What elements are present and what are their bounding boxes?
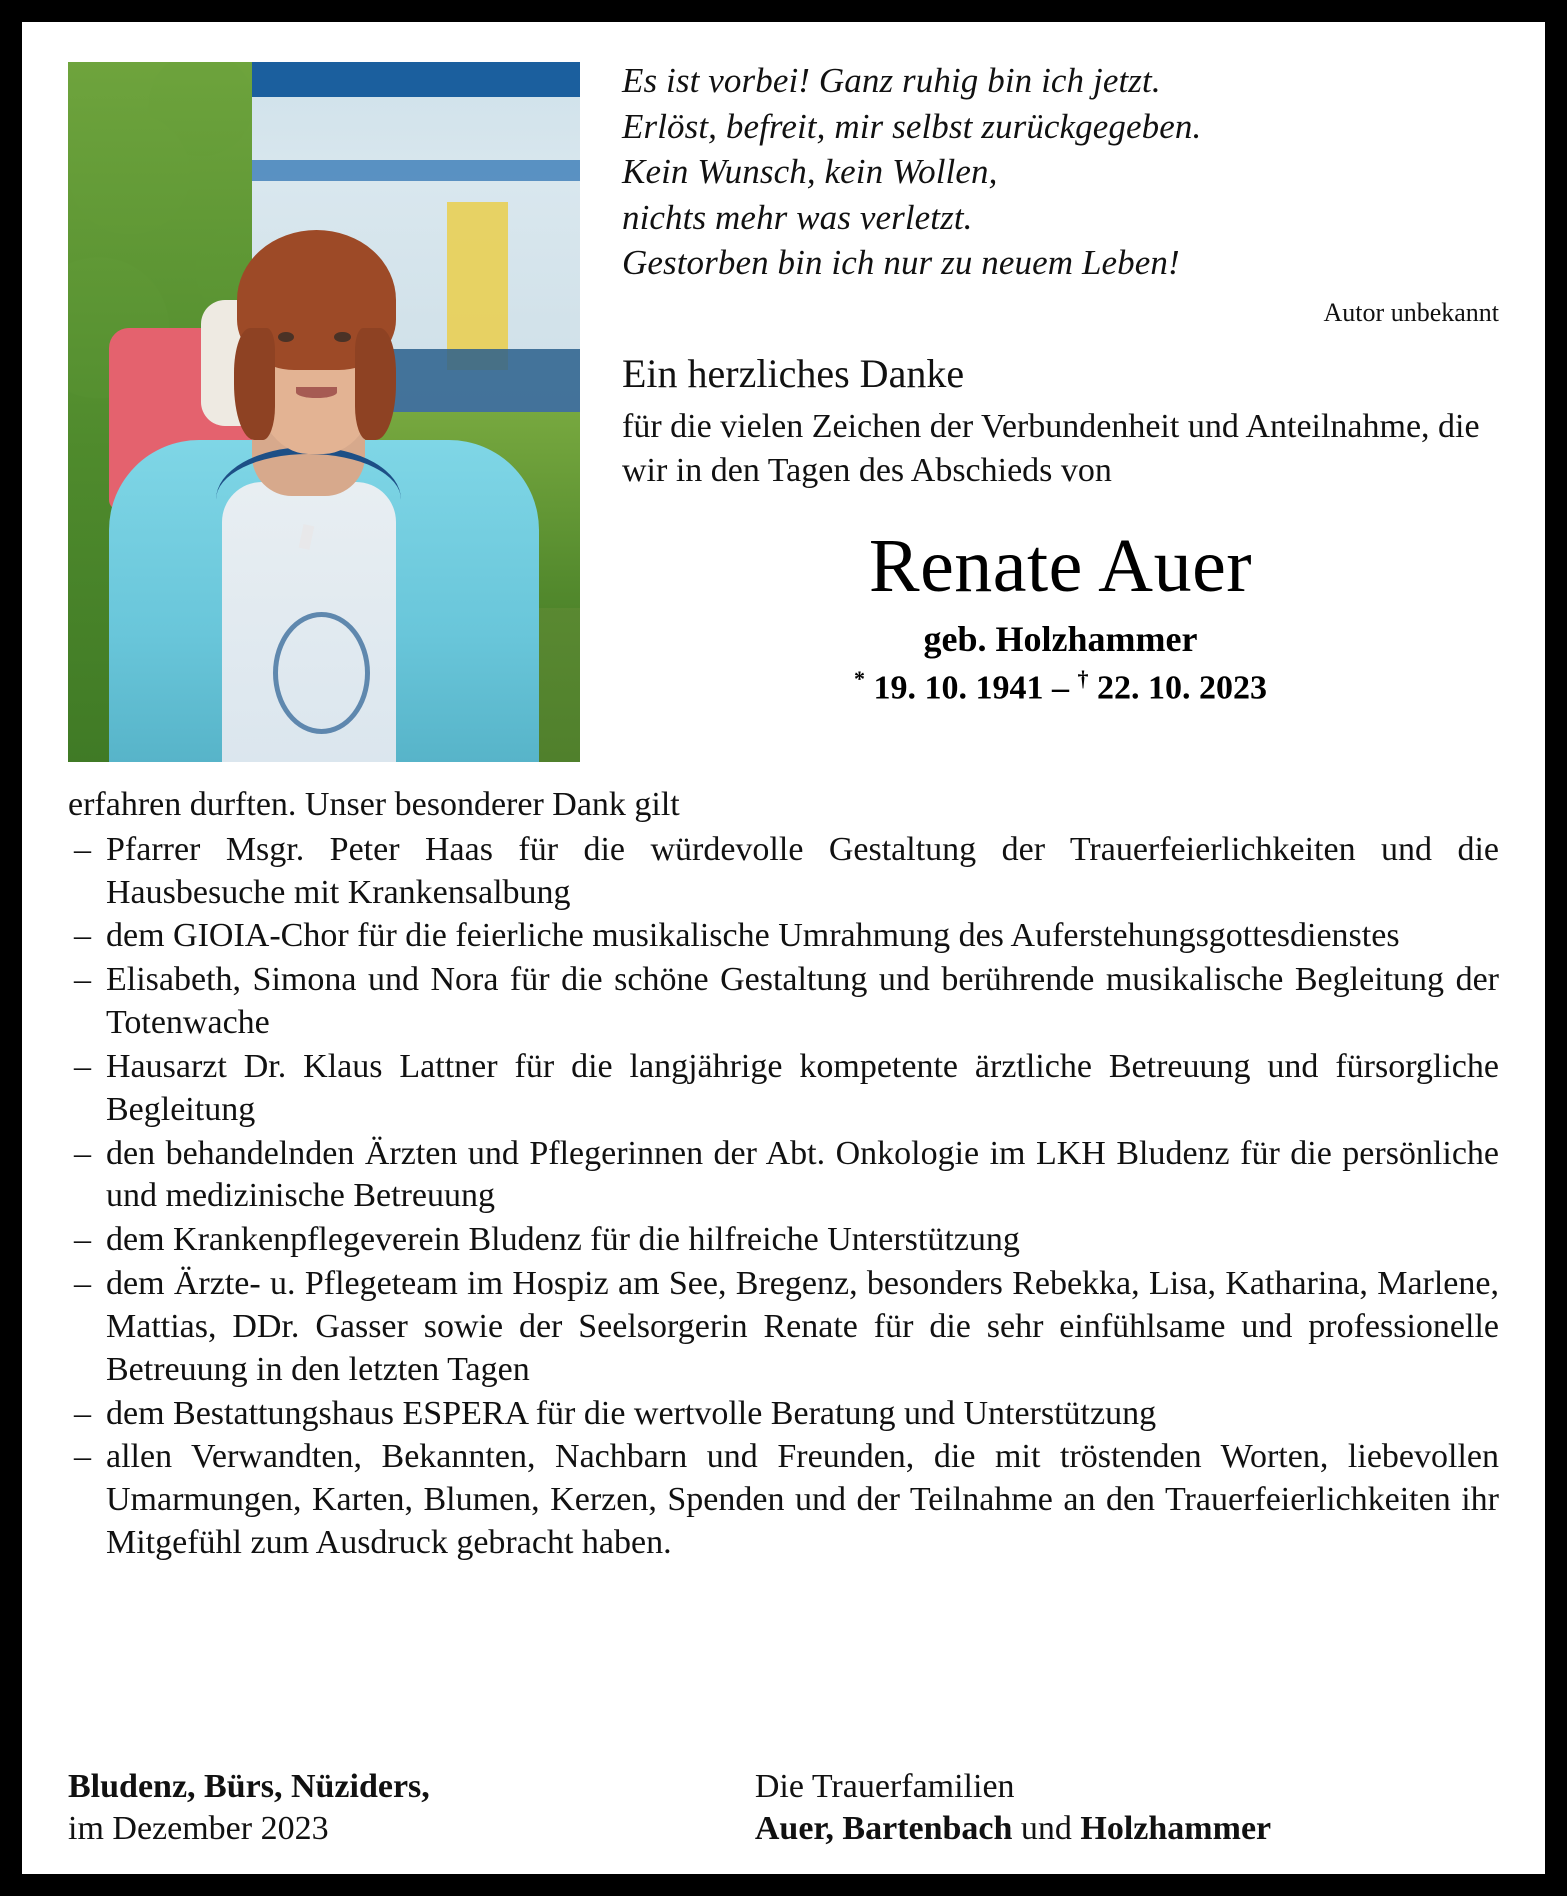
poem-line-3: Kein Wunsch, kein Wollen, <box>622 152 998 191</box>
photo-person-mouth <box>296 387 337 398</box>
footer-right <box>755 1768 1499 1848</box>
poem-line-2: Erlöst, befreit, mir selbst zurückgegeben. <box>622 106 1202 146</box>
poem-line-4: nichts mehr was verletzt. <box>622 197 973 237</box>
list-item <box>68 915 1499 958</box>
footer-family-names-1: Auer, Bartenbach <box>754 1810 1013 1847</box>
footer-places: Bludenz, Bürs, Nüziders, <box>68 1768 430 1805</box>
list-item <box>68 1436 1499 1564</box>
birth-date: 19. 10. 1941 <box>873 669 1044 707</box>
poem <box>622 58 1499 286</box>
obituary-card <box>22 22 1545 1874</box>
list-item-text: den behandelnden Ärzten und Pflegerinnen der Abt. Onkologie im LKH Bludenz für die persönliche und medizinische Betreuung <box>106 1134 1499 1215</box>
list-item <box>68 1263 1499 1391</box>
death-symbol: † <box>1077 665 1089 691</box>
photo-person-eye-right <box>334 332 350 343</box>
photo-house-trim <box>252 62 580 97</box>
list-bullet: – <box>74 917 91 955</box>
deceased-name: Renate Auer <box>868 523 1253 608</box>
thanks-body: für die vielen Zeichen der Verbundenheit und Anteilnahme, die wir in den Tagen des Abschieds von <box>622 407 1480 489</box>
portrait-photo-container <box>68 56 580 762</box>
list-item-text: Elisabeth, Simona und Nora für die schöne Gestaltung und berührende musikalische Begleitung der Totenwache <box>106 961 1499 1042</box>
photo-person-hair-right <box>355 328 396 440</box>
list-bullet: – <box>74 961 91 999</box>
list-item <box>68 1046 1499 1132</box>
header-section <box>68 56 1499 762</box>
list-item-text: Pfarrer Msgr. Peter Haas für die würdevolle Gestaltung der Trauerfeierlichkeiten und die Hausbesuche mit Krankensalbung <box>106 830 1499 911</box>
list-item-text: allen Verwandten, Bekannten, Nachbarn und Freunden, die mit tröstenden Worten, liebevollen Umarmungen, Karten, Blumen, Kerzen, Spenden und der Teilnahme an den Trauerfeierlichkeiten ihr Mitgefühl zum Ausdruck gebracht haben. <box>106 1438 1499 1562</box>
photo-yellow-panel <box>447 202 508 370</box>
death-date: 22. 10. 2023 <box>1097 669 1267 707</box>
photo-person-hair-left <box>234 328 275 440</box>
poem-author: Autor unbekannt <box>1323 297 1499 327</box>
footer-families <box>755 1810 1499 1848</box>
list-item <box>68 1219 1499 1262</box>
deceased-maiden-name: geb. Holzhammer <box>923 618 1198 659</box>
footer-families-label: Die Trauerfamilien <box>754 1768 1015 1805</box>
thanks-intro: erfahren durften. Unser besonderer Dank gilt <box>68 786 680 823</box>
list-item-text: dem Krankenpflegeverein Bludenz für die hilfreiche Unterstützung <box>106 1221 1020 1259</box>
poem-line-1: Es ist vorbei! Ganz ruhig bin ich jetzt. <box>622 61 1161 100</box>
thanks-details-section <box>68 784 1499 1566</box>
list-item-text: dem Bestattungshaus ESPERA für die wertvolle Beratung und Unterstützung <box>106 1394 1157 1432</box>
birth-symbol: * <box>854 665 865 691</box>
list-item-text: dem Ärzte- u. Pflegeteam im Hospiz am See, Bregenz, besonders Rebekka, Lisa, Katharina, Marlene, Mattias, DDr. Gasser sowie der Seelsorgerin Renate für die sehr einfühlsame und professionelle Betreuung in den letzten Tagen <box>106 1265 1499 1388</box>
list-bullet: – <box>74 1221 91 1259</box>
list-bullet: – <box>74 1265 91 1303</box>
list-bullet: – <box>74 830 91 868</box>
list-bullet: – <box>74 1047 91 1085</box>
footer-family-conjunction: und <box>1012 1810 1081 1847</box>
date-separator: – <box>1052 669 1069 707</box>
footer-left <box>68 1768 755 1848</box>
list-bullet: – <box>74 1134 91 1172</box>
quote-column <box>580 56 1499 707</box>
photo-person-eye-left <box>278 332 294 343</box>
footer-date: im Dezember 2023 <box>68 1810 329 1847</box>
list-item <box>68 1133 1499 1219</box>
list-item <box>68 829 1499 915</box>
list-bullet: – <box>74 1438 91 1476</box>
footer-family-names-2: Holzhammer <box>1080 1810 1272 1847</box>
deceased-dates <box>622 666 1499 707</box>
footer-section <box>68 1750 1499 1848</box>
list-item-text: dem GIOIA-Chor für die feierliche musikalische Umrahmung des Auferstehungsgottesdienstes <box>106 917 1400 955</box>
thanks-heading: Ein herzliches Danke <box>622 350 965 396</box>
list-item <box>68 1393 1499 1436</box>
poem-line-5: Gestorben bin ich nur zu neuem Leben! <box>622 243 1180 282</box>
list-bullet: – <box>74 1394 91 1432</box>
list-item-text: Hausarzt Dr. Klaus Lattner für die langjährige kompetente ärztliche Betreuung und fürsorgliche Begleitung <box>106 1047 1499 1128</box>
thanks-list <box>68 829 1499 1565</box>
photo-house-trim-secondary <box>252 160 580 181</box>
photo-shirt-motif <box>273 612 370 734</box>
list-item <box>68 959 1499 1045</box>
portrait-photo <box>68 62 580 762</box>
